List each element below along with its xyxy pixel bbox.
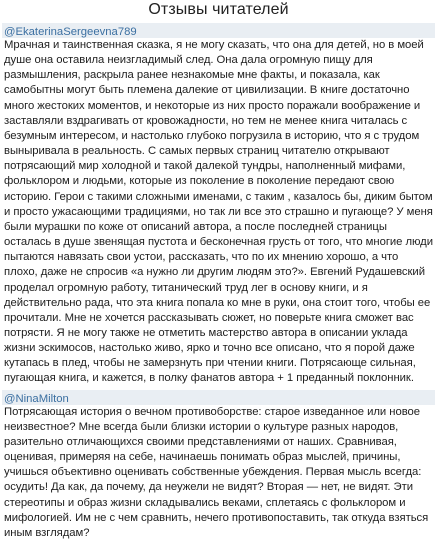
review-item <box>4 390 433 541</box>
review-text: Мрачная и таинственная сказка, я не могу сказать, что она для детей, но в моей душе она оставила неизгладимый след. Она дала огромную пищу для размышления, раскрыла ранее незнакомые мне факты, и показала, как самобытны могут быть племена далекие от цивилизации. В книге достаточно много жестоких моментов, и некоторые из них просто поражали воображение и заставляли вздрагивать от кровожадности, но тем не менее книга читалась с безумным интересом, и настолько глубоко погрузила в историю, что я с трудом выныривала в реальность. С самых первых страниц читателю открывают потрясающий мир холодной и такой далекой тундры, наполненный мифами, фольклором и людьми, которые из поколение в поколение передают свою историю. Герои с такими сложными именами, с таким , казалось бы, диким бытом и просто ужасающими традициями, но так ли все это страшно и пугающе? У меня были мурашки по коже от описаний автора, а после последней страницы осталась в душе звенящая пустота и бесконечная грусть от того, что многие люди пытаются навязать свои устои, рассказать, что по их мнению хорошо, а что плохо, даже не спросив «а нужно ли другим людям это?». Евгений Рудашевский проделал огромную работу, титанический труд лег в основу книги, и я действительно рада, что эта книга попала ко мне в руки, она стоит того, чтобы ее прочитали. Мне не хочется рассказывать сюжет, но поверьте книга сможет вас потрясти. Я не могу также не отметить мастерство автора в описании уклада жизни эскимосов, настолько живо, ярко и точно все описано, что я порой даже кутапась в плед, чтобы не замерзнуть при чтении книги. Потрясающе сильная, пугающая книга, и кажется, в полку фанатов автора + 1 преданный поклонник. <box>4 39 433 385</box>
review-author-link[interactable]: @NinaMilton <box>4 392 69 405</box>
page-title: Отзывы читателей <box>148 1 289 18</box>
review-text: Потрясающая история о вечном противоборстве: старое изведанное или новое неизвестное? Мне всегда были близки истории о культуре разных народов, разительно отличающихся своими представлениями от наших. Сравнивая, оценивая, примеряя на себе, начинаешь понимать образ мыслей, причины, учишься объективно оценивать собственные убеждения. Первая мысль всегда: осудить! Да как, да почему, да неужели не видят? Вторая — нет, не видят. Эти стереотипы и образ жизни складывались веками, сплетаясь с фольклором и мифологией. Им не с чем сравнить, нечего противопоставить, так откуда взяться иным взглядам? <box>4 405 429 539</box>
review-author-link[interactable]: @EkaterinaSergeevna789 <box>4 26 137 38</box>
review-author-row <box>2 23 435 38</box>
review-item <box>4 23 433 387</box>
review-author-row <box>2 390 435 405</box>
